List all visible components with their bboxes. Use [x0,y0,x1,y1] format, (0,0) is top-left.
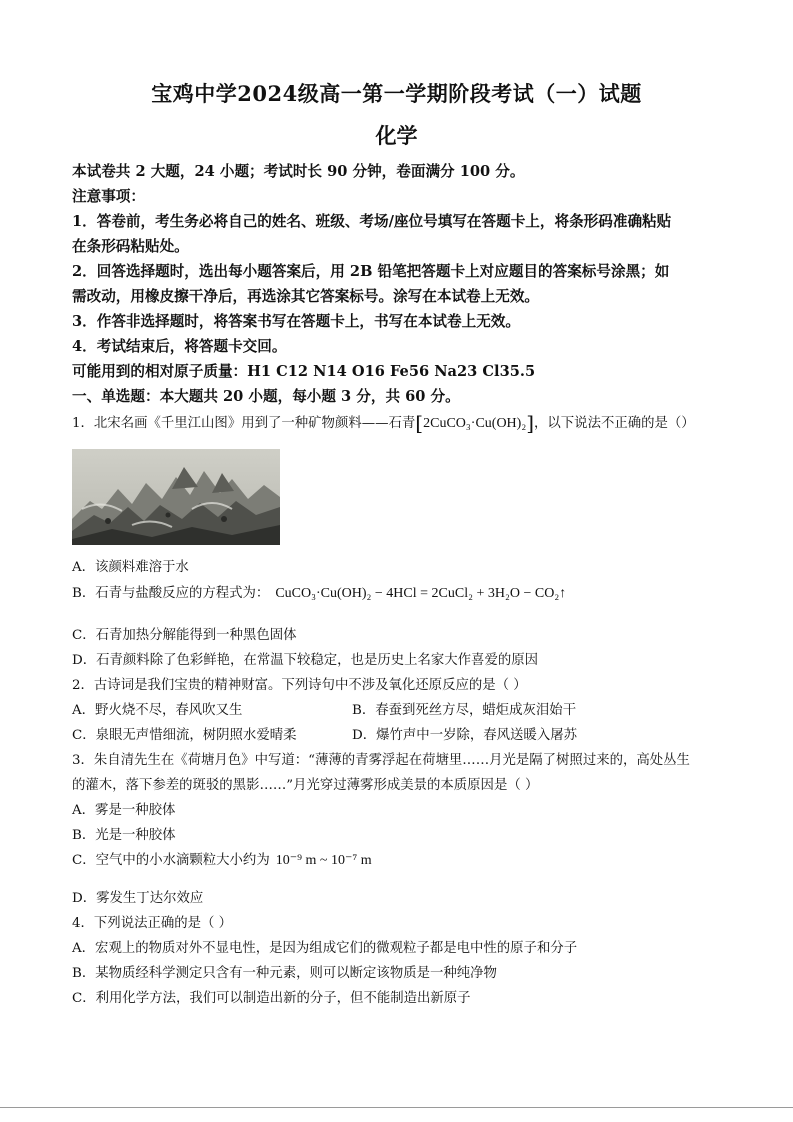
exam-title: 宝鸡中学2024级高一第一学期阶段考试（一）试题 [151,81,642,106]
q1-option-b-equation: CuCO₃·Cu(OH)₂ − 4HCl = 2CuCl₂ + 3H₂O − CO₂↑ [275,586,567,601]
note-line: 在条形码粘贴处。 [72,238,189,255]
q1-option-d: D．石青颜料除了色彩鲜艳，在常温下较稳定，也是历史上名家大作喜爱的原因 [72,653,539,668]
question-4-stem: 4．下列说法正确的是（ ） [72,916,233,931]
q3-option-b: B．光是一种胶体 [72,828,176,843]
q1-formula: 2CuCO₃·Cu(OH)₂ [423,416,527,431]
note-line: 4．考试结束后，将答题卡交回。 [72,338,287,355]
exam-summary: 本试卷共 2 大题，24 小题；考试时长 90 分钟，卷面满分 100 分。 [72,163,525,180]
atomic-masses: 可能用到的相对原子质量：H1 C12 N14 O16 Fe56 Na23 Cl35.5 [72,363,536,380]
q1-option-b-prefix: B．石青与盐酸反应的方程式为： [72,586,270,601]
landscape-painting-illustration [72,449,280,545]
question-2-stem: 2．古诗词是我们宝贵的精神财富。下列诗句中不涉及氧化还原反应的是（ ） [72,678,527,693]
question-1-stem [72,411,695,435]
note-line: 需改动，用橡皮擦干净后，再选涂其它答案标号。涂写在本试卷上无效。 [72,288,540,305]
q1-option-b [72,582,566,602]
q3-option-c [72,849,372,869]
section-title: 一、单选题：本大题共 20 小题，每小题 3 分，共 60 分。 [72,388,460,405]
q4-option-c: C．利用化学方法，我们可以制造出新的分子，但不能制造出新原子 [72,991,471,1006]
q3-option-c-formula: 10⁻⁹ m ~ 10⁻⁷ m [275,853,372,868]
bracket-left: [ [415,411,424,435]
note-line: 1．答卷前，考生务必将自己的姓名、班级、考场/座位号填写在答题卡上，将条形码准确粘贴 [72,213,672,230]
landscape-painting-image [72,449,280,545]
exam-subject: 化学 [375,123,418,148]
q1-option-c: C．石青加热分解能得到一种黑色固体 [72,628,297,643]
bracket-right: ] [526,411,535,435]
q2-option-b: B．春蚕到死丝方尽，蜡炬成灰泪始干 [352,703,577,718]
q2-option-c: C．泉眼无声惜细流，树阴照水爱晴柔 [72,728,297,743]
note-line: 2．回答选择题时，选出每小题答案后，用 2B 铅笔把答题卡上对应题目的答案标号涂黑；如 [72,263,670,280]
q3-option-d: D．雾发生丁达尔效应 [72,891,204,906]
q1-option-a: A．该颜料难溶于水 [72,560,189,575]
q4-option-b: B．某物质经科学测定只含有一种元素，则可以断定该物质是一种纯净物 [72,966,497,981]
q1-stem-b: ，以下说法不正确的是（） [534,416,695,431]
q2-option-d: D．爆竹声中一岁除，春风送暖入屠苏 [352,728,577,743]
q1-stem-a: 1．北宋名画《千里江山图》用到了一种矿物颜料——石青 [72,416,416,431]
page-bottom-rule [0,1107,793,1108]
q2-option-a: A．野火烧不尽，春风吹又生 [72,703,243,718]
question-3-stem: 3．朱自清先生在《荷塘月色》中写道：“薄薄的青雾浮起在荷塘里……月光是隔了树照过来的，高处丛生 [72,753,690,768]
notes-title: 注意事项： [72,188,145,205]
question-3-stem-continued: 的灌木，落下参差的斑驳的黑影……”月光穿过薄雾形成美景的本质原因是（ ） [72,778,539,793]
q4-option-a: A．宏观上的物质对外不显电性，是因为组成它们的微观粒子都是电中性的原子和分子 [72,941,578,956]
q3-option-c-prefix: C．空气中的小水滴颗粒大小约为 [72,853,270,868]
q3-option-a: A．雾是一种胶体 [72,803,176,818]
note-line: 3．作答非选择题时，将答案书写在答题卡上，书写在本试卷上无效。 [72,313,520,330]
